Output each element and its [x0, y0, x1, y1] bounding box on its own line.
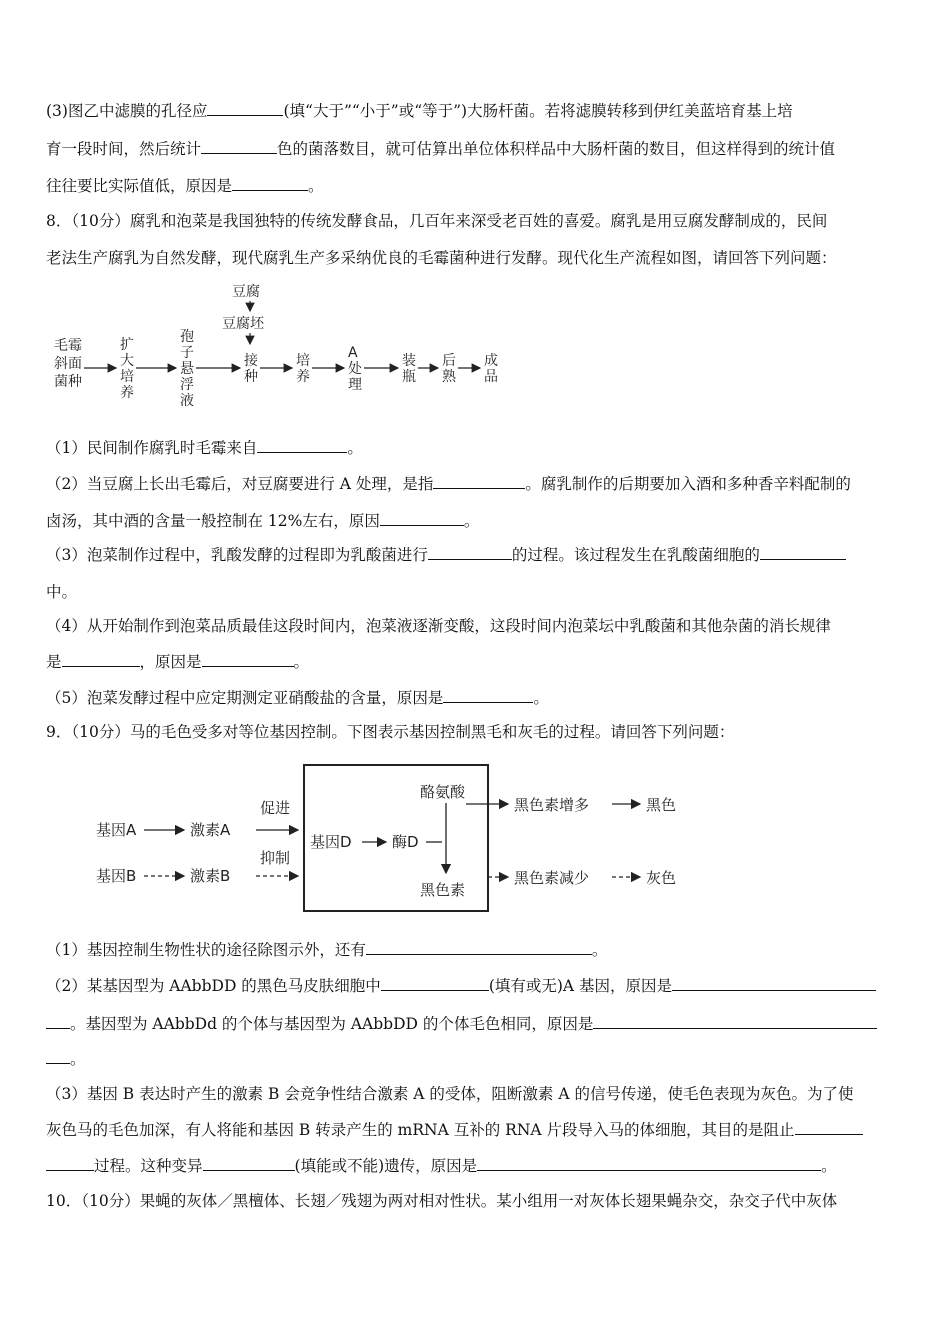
answer-blank[interactable] [380, 511, 464, 526]
q9-part-2-end [46, 1049, 916, 1069]
svg-text:处: 处 [348, 361, 362, 377]
answer-blank[interactable] [257, 438, 347, 453]
svg-text:液: 液 [180, 393, 194, 408]
svg-text:培: 培 [120, 369, 134, 385]
svg-text:悬: 悬 [180, 361, 194, 377]
q8-text: （1）民间制作腐乳时毛霉来自 [46, 439, 258, 457]
flow-step [120, 336, 134, 401]
svg-text:斜面: 斜面 [54, 356, 82, 372]
melanin-up-label: 黑色素增多 [514, 796, 590, 814]
answer-blank[interactable] [443, 688, 533, 703]
q8-text: 。 [293, 653, 310, 671]
melanin-label: 黑色素 [420, 881, 466, 899]
gene-d-label: 基因D [310, 833, 352, 851]
q9-part-3-end [46, 1156, 916, 1176]
q8-text: （3）泡菜制作过程中，乳酸发酵的过程即为乳酸菌进行 [46, 546, 428, 564]
black-label: 黑色 [646, 796, 677, 814]
svg-text:种: 种 [244, 369, 258, 385]
q7-text: (3)图乙中滤膜的孔径应 [46, 102, 208, 120]
flow-step [244, 352, 259, 385]
answer-blank[interactable] [46, 1049, 70, 1064]
gene-pathway-diagram [46, 755, 706, 925]
svg-text:成: 成 [484, 353, 498, 369]
flow-tofu: 豆腐 [232, 284, 260, 300]
q9-part-2-cont [46, 1014, 916, 1034]
q8-intro-1: 8．（10分）腐乳和泡菜是我国独特的传统发酵食品，几百年来深受老百姓的喜爱。腐乳是用豆腐发酵制成的，民间 [46, 212, 828, 230]
q7-text: 色的菌落数目，就可估算出单位体积样品中大肠杆菌的数目，但这样得到的统计值 [277, 140, 836, 158]
svg-text:子: 子 [180, 345, 194, 361]
q8-part-1 [46, 438, 916, 458]
svg-text:培: 培 [296, 353, 310, 369]
q9-part-2 [46, 976, 916, 996]
svg-text:后: 后 [442, 353, 456, 369]
q9-part-3: （3）基因 B 表达时产生的激素 B 会竞争性结合激素 A 的受体，阻断激素 A 的信号传递，使毛色表现为灰色。为了使 [46, 1085, 854, 1103]
flow-step [442, 353, 457, 385]
q9-text: (填能或不能)遗传，原因是 [294, 1157, 478, 1175]
tofu-flow-diagram [46, 278, 516, 408]
answer-blank[interactable] [381, 976, 489, 991]
q9-text: (填有或无)A 基因，原因是 [488, 977, 673, 995]
gene-b-label: 基因B [96, 867, 137, 885]
answer-blank[interactable] [202, 652, 294, 667]
svg-text:熟: 熟 [442, 369, 456, 385]
tyrosine-label: 酪氨酸 [420, 783, 466, 801]
q7-line-3 [46, 176, 916, 196]
answer-blank[interactable] [433, 474, 525, 489]
answer-blank[interactable] [46, 1156, 94, 1171]
svg-text:毛霉: 毛霉 [54, 338, 82, 354]
flow-step [484, 352, 498, 385]
q8-part-5 [46, 688, 916, 708]
svg-text:菌种: 菌种 [54, 374, 82, 390]
answer-blank[interactable] [366, 940, 592, 955]
answer-blank[interactable] [62, 652, 140, 667]
flow-tofu-blank: 豆腐坯 [222, 316, 264, 332]
q7-line-2 [46, 139, 916, 159]
q10-intro: 10．（10分）果蝇的灰体／黑檀体、长翅／残翅为两对相对性状。某小组用一对灰体长翅果蝇杂交，杂交子代中灰体 [46, 1192, 838, 1210]
flow-step [296, 353, 310, 385]
svg-text:理: 理 [348, 377, 362, 393]
q8-text: 。 [533, 689, 549, 707]
answer-blank[interactable] [201, 139, 277, 154]
flow-step [402, 352, 416, 385]
answer-blank[interactable] [428, 545, 512, 560]
svg-text:瓶: 瓶 [402, 369, 416, 385]
q8-text: ，原因是 [139, 653, 202, 671]
q7-text: (填“大于”“小于”或“等于”)大肠杆菌。若将滤膜转移到伊红美蓝培育基上培 [283, 102, 793, 120]
answer-blank[interactable] [672, 976, 876, 991]
q8-intro-2: 老法生产腐乳为自然发酵，现代腐乳生产多采纳优良的毛霉菌种进行发酵。现代化生产流程如图，请回答下列问题： [46, 249, 837, 267]
q9-text: （2）某基因型为 AAbbDD 的黑色马皮肤细胞中 [46, 977, 381, 995]
flow-steps [54, 329, 498, 408]
flow-step [348, 345, 362, 393]
q7-text: 育一段时间，然后统计 [46, 140, 202, 158]
svg-text:大: 大 [120, 353, 134, 369]
q8-text: 的过程。该过程发生在乳酸菌细胞的 [511, 546, 760, 564]
answer-blank[interactable] [760, 545, 846, 560]
q9-text: 。 [821, 1157, 837, 1175]
enzyme-d-label: 酶D [392, 833, 419, 851]
q9-intro: 9．（10分）马的毛色受多对等位基因控制。下图表示基因控制黑毛和灰毛的过程。请回答下列问题： [46, 723, 735, 741]
q7-text: 。 [308, 177, 324, 195]
svg-text:A: A [348, 345, 358, 361]
melanin-down-label: 黑色素减少 [514, 869, 590, 887]
hormone-a-label: 激素A [190, 821, 231, 839]
promote-label: 促进 [260, 799, 291, 817]
svg-text:品: 品 [484, 369, 498, 385]
q9-part-1 [46, 940, 916, 960]
flow-step [54, 338, 82, 390]
q9-text: 灰色马的毛色加深，有人将能和基因 B 转录产生的 mRNA 互补的 RNA 片段导入马的体细胞，其目的是阻止 [46, 1121, 795, 1139]
svg-text:扩: 扩 [120, 337, 134, 353]
answer-blank[interactable] [207, 101, 283, 116]
q8-part-3-cont: 中。 [46, 583, 78, 601]
svg-text:孢: 孢 [180, 329, 194, 345]
q9-text: 。基因型为 AAbbDd 的个体与基因型为 AAbbDD 的个体毛色相同，原因是 [70, 1015, 594, 1033]
q8-text: （5）泡菜发酵过程中应定期测定亚硝酸盐的含量，原因是 [46, 689, 444, 707]
gene-a-label: 基因A [96, 821, 137, 839]
svg-text:接: 接 [244, 353, 258, 369]
inhibit-label: 抑制 [260, 849, 291, 867]
q8-part-2-cont [46, 511, 916, 531]
q8-part-3 [46, 545, 916, 565]
q8-part-4-cont [46, 652, 916, 672]
svg-text:养: 养 [120, 385, 134, 401]
svg-text:装: 装 [402, 353, 416, 369]
q8-text: （2）当豆腐上长出毛霉后，对豆腐要进行 A 处理，是指 [46, 475, 434, 493]
q9-text: 。 [70, 1050, 86, 1068]
q9-text: 。 [591, 941, 608, 959]
svg-text:养: 养 [296, 369, 310, 385]
answer-blank[interactable] [795, 1120, 863, 1135]
answer-blank[interactable] [477, 1156, 821, 1171]
q9-part-3-cont [46, 1120, 916, 1140]
answer-blank[interactable] [232, 176, 308, 191]
q8-text: 。腐乳制作的后期要加入酒和多种香辛料配制的 [525, 475, 851, 493]
q8-text: 。 [347, 439, 363, 457]
q8-text: 。 [463, 512, 480, 530]
answer-blank[interactable] [46, 1014, 70, 1029]
answer-blank[interactable] [203, 1156, 295, 1171]
answer-blank[interactable] [593, 1014, 877, 1029]
q9-text: （1）基因控制生物性状的途径除图示外，还有 [46, 941, 366, 959]
gray-label: 灰色 [646, 869, 677, 887]
flow-step [180, 329, 195, 408]
hormone-b-label: 激素B [190, 867, 231, 885]
q8-part-4: （4）从开始制作到泡菜品质最佳这段时间内，泡菜液逐渐变酸，这段时间内泡菜坛中乳酸菌和其他杂菌的消长规律 [46, 617, 831, 635]
q8-part-2 [46, 474, 916, 494]
svg-text:浮: 浮 [180, 377, 194, 393]
q9-text: 过程。这种变异 [94, 1157, 203, 1175]
q8-text: 卤汤，其中酒的含量一般控制在 12%左右，原因 [46, 512, 380, 530]
q7-text: 往往要比实际值低，原因是 [46, 177, 233, 195]
q8-text: 是 [46, 653, 62, 671]
q7-line-1 [46, 101, 916, 121]
